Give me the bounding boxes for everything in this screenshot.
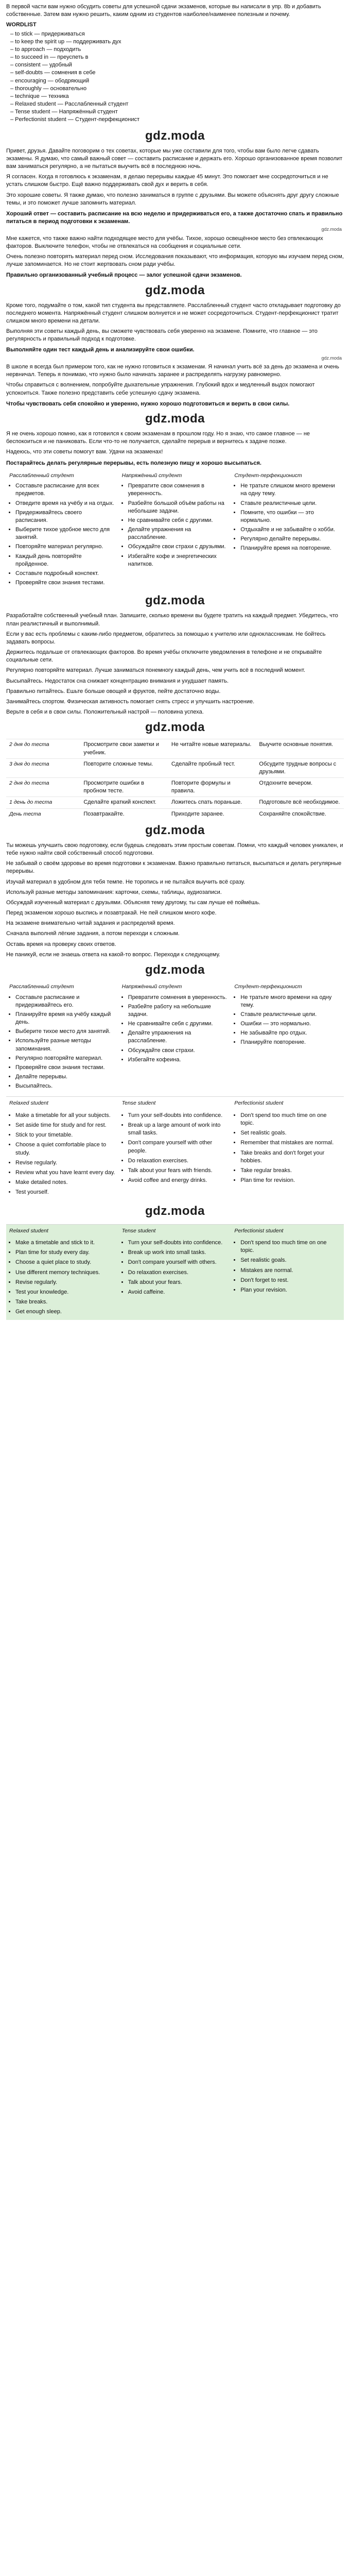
paragraph: Кроме того, подумайте о том, какой тип студента вы представляете. Расслабленный студент часто откладывает подготовку до последнего момента. Напряжённый студент слишком волнуется и не может сосредоточиться. Студент-перфекционист тратит слишком много времени на детали. — [6, 302, 341, 324]
watermark: gdz.moda — [145, 720, 205, 735]
tip-item: • Plan your revision. — [240, 1286, 341, 1294]
paragraph: Я согласен. Когда я готовлюсь к экзаменам, я делаю перерывы каждые 45 минут. Это помогает мне сосредоточиться и не устать слишком быстро. Ещё важно поддерживать свой дух и верить в себя. — [6, 174, 328, 188]
wordlist-item: – Relaxed student — Расслабленный студент — [10, 101, 129, 108]
tip-item: • Take breaks. — [15, 1298, 116, 1306]
tip-item: • Do relaxation exercises. — [128, 1269, 229, 1277]
tip-item: • Test yourself. — [15, 1189, 116, 1196]
column-header: Студент-перфекционист — [234, 472, 302, 479]
tip-item: • Обсуждайте свои страхи с друзьями. — [128, 543, 229, 551]
plan-day-label: День теста — [9, 810, 41, 817]
paragraph-group-5 — [6, 430, 344, 456]
paragraph: Занимайтесь спортом. Физическая активность помогает снять стресс и улучшить настроение. — [6, 698, 255, 705]
tip-item: • Ставьте реалистичные цели. — [240, 1011, 341, 1019]
tip-item: • Set aside time for study and for rest. — [15, 1122, 116, 1129]
tip-item: • Помните, что ошибки — это нормально. — [240, 509, 341, 524]
tip-item: • Choose a quiet place to study. — [15, 1259, 116, 1266]
tip-item: • Разбейте большой объём работы на небольшие задачи. — [128, 500, 229, 515]
tip-item: • Set realistic goals. — [240, 1129, 341, 1137]
wordlist-item: – to succeed in — преуспеть в — [10, 54, 89, 61]
paragraph: Выполняя эти советы каждый день, вы сможете чувствовать себя уверенно на экзамене. Помните, что главное — это регулярность и правильный подход к подготовке. — [6, 328, 318, 343]
paragraph: Не паникуй, если не знаешь ответа на какой-то вопрос. Переходи к следующему. — [6, 951, 220, 958]
paragraph: Разработайте собственный учебный план. Запишите, сколько времени вы будете тратить на каждый предмет. Убедитесь, что план реалистичный и выполнимый. — [6, 613, 338, 627]
tip-item: • Talk about your fears. — [128, 1279, 229, 1286]
tip-item: • Revise regularly. — [15, 1159, 116, 1167]
tip-item: • Проверяйте свои знания тестами. — [15, 579, 116, 587]
paragraph: Мне кажется, что также важно найти подходящее место для учёбы. Тихое, хорошо освещённое место без отвлекающих факторов. Выключите телефон, чтобы не отвлекаться на сообщения и социальные сети. — [6, 235, 323, 249]
wordlist-item: – to keep the spirit up — поддерживать дух — [10, 38, 121, 45]
column-cell — [231, 481, 344, 590]
tip-item: • Test your knowledge. — [15, 1289, 116, 1296]
watermark-small: gdz.moda — [321, 227, 342, 232]
tip-item: • Разбейте работу на небольшие задачи. — [128, 1003, 229, 1019]
tip-item: • Придерживайтесь своего расписания. — [15, 509, 116, 524]
paragraph: Не забывай о своём здоровье во время подготовки к экзаменам. Важно правильно питаться, высыпаться и делать регулярные перерывы. — [6, 860, 342, 875]
paragraph-group-6 — [6, 612, 344, 716]
plan-cell: Обсудите трудные вопросы с друзьями. — [259, 760, 337, 775]
tip-item: • Revise regularly. — [15, 1279, 116, 1286]
paragraph: Правильно питайтесь. Ешьте больше овощей и фруктов, пейте достаточно воды. — [6, 688, 221, 694]
tip-item: • Review what you have learnt every day. — [15, 1169, 116, 1177]
tip-item: • Составьте расписание и придерживайтесь его. — [15, 994, 116, 1009]
paragraph: Перед экзаменом хорошо выспись и позавтракай. Не пей слишком много кофе. — [6, 910, 217, 917]
tip-item: • Регулярно делайте перерывы. — [240, 535, 341, 543]
column-cell — [6, 1110, 119, 1201]
plan-cell: Выучите основные понятия. — [259, 741, 334, 748]
tip-item: • Break up a large amount of work into small tasks. — [128, 1122, 229, 1137]
tips-list — [234, 1112, 341, 1184]
wordlist-item: – to stick — придерживаться — [10, 30, 85, 37]
tip-item: • Avoid caffeine. — [128, 1289, 229, 1296]
tips-list — [9, 994, 116, 1091]
plan-row — [6, 758, 344, 777]
plan-row — [6, 797, 344, 808]
tip-item: • Talk about your fears with friends. — [128, 1167, 229, 1175]
tip-item: • Make a timetable for all your subjects. — [15, 1112, 116, 1120]
plan-cell: Не читайте новые материалы. — [171, 741, 252, 748]
column-cell — [6, 1237, 119, 1320]
tip-item: • Планируйте время на учёбу каждый день. — [15, 1011, 116, 1026]
tips-list — [122, 1239, 229, 1296]
tip-item: • Make a timetable and stick to it. — [15, 1239, 116, 1247]
watermark: gdz.moda — [145, 962, 205, 977]
tip-item: • Не забывайте про отдых. — [240, 1029, 341, 1037]
student-types-table-en — [6, 1096, 344, 1200]
paragraph-group-2 — [6, 235, 344, 269]
wordlist-item: – Tense student — Напряжённый студент — [10, 109, 118, 115]
tip-item: • Не тратьте слишком много времени на одну тему. — [240, 482, 341, 498]
column-cell — [119, 1237, 232, 1320]
intro-paragraph: В первой части вам нужно обсудить советы для успешной сдачи экзаменов, которые вы написали в упр. 8b и добавить собственные. Затем вам нужно решить, каким одним из студентов наиболее/наименее полезным и почему. — [6, 4, 321, 18]
tip-item: • Get enough sleep. — [15, 1308, 116, 1316]
section-head-3: Выполняйте один тест каждый день и анализируйте свои ошибки. — [6, 347, 195, 353]
paragraph: Я не очень хорошо помню, как я готовился к своим экзаменам в прошлом году. Но я знаю, что самое главное — не беспокоиться и не паниковать. Если что-то не получается, сделайте перерыв и вернитесь к задаче позже. — [6, 431, 310, 445]
tip-item: • Use different memory techniques. — [15, 1269, 116, 1277]
watermark: gdz.moda — [145, 128, 205, 143]
paragraph-group-7 — [6, 842, 344, 959]
watermark: gdz.moda — [145, 823, 205, 837]
paragraph: Держитесь подальше от отвлекающих факторов. Во время учёбы отключите уведомления в телефоне и не открывайте социальные сети. — [6, 649, 322, 664]
column-header: Relaxed student — [9, 1100, 48, 1107]
tip-item: • Высыпайтесь. — [15, 1082, 116, 1090]
tip-item: • Не тратьте много времени на одну тему. — [240, 994, 341, 1009]
tip-item: • Регулярно повторяйте материал. — [15, 1055, 116, 1062]
tip-item: • Turn your self-doubts into confidence. — [128, 1239, 229, 1247]
column-cell — [119, 481, 232, 590]
tip-item: • Take regular breaks. — [240, 1167, 341, 1175]
tip-item: • Take breaks and don't forget your hobbies. — [240, 1149, 341, 1165]
tip-item: • Используйте разные методы запоминания. — [15, 1037, 116, 1053]
plan-cell: Просмотрите свои заметки и учебник. — [83, 741, 159, 756]
plan-cell: Сделайте пробный тест. — [171, 760, 235, 767]
section-head-4: Чтобы чувствовать себя спокойно и уверенно, нужно хорошо подготовиться и верить в свои силы. — [6, 400, 290, 407]
plan-day-label: 3 дня до теста — [9, 760, 49, 767]
tip-item: • Не сравнивайте себя с другими. — [128, 1020, 229, 1028]
wordlist-item: – technique — техника — [10, 93, 69, 99]
section-head-5: Постарайтесь делать регулярные перерывы, есть полезную пищу и хорошо высыпаться. — [6, 460, 261, 466]
plan-day-label: 2 дня до теста — [9, 741, 49, 748]
plan-cell: Повторите сложные темы. — [83, 760, 153, 767]
tip-item: • Избегайте кофе и энергетических напитков. — [128, 553, 229, 568]
column-header: Perfectionist student — [234, 1227, 284, 1234]
tips-list — [122, 994, 229, 1064]
paragraph: Ты можешь улучшить свою подготовку, если будешь следовать этим простым советам. Помни, что каждый человек уникален, и тебе нужно найти свой собственный способ подготовки. — [6, 842, 343, 857]
wordlist — [10, 30, 344, 124]
column-header: Напряжённый студент — [121, 472, 182, 479]
tip-item: • Avoid coffee and energy drinks. — [128, 1177, 229, 1184]
tip-item: • Don't compare yourself with others. — [128, 1259, 229, 1266]
plan-cell: Позавтракайте. — [83, 810, 125, 817]
watermark: gdz.moda — [145, 1204, 205, 1218]
paragraph: Чтобы справиться с волнением, попробуйте дыхательные упражнения. Глубокий вдох и медленный выдох помогают успокоиться. Также полезно представить себе успешную сдачу экзамена. — [6, 382, 315, 396]
paragraph: Обсуждай изученный материал с друзьями. Объясняя тему другому, ты сам лучше её поймёшь. — [6, 899, 260, 906]
column-cell — [231, 1110, 344, 1201]
column-header: Расслабленный студент — [9, 472, 74, 479]
tip-item: • Делайте упражнения на расслабление. — [128, 526, 229, 541]
paragraph: В школе я всегда был примером того, как не нужно готовиться к экзаменам. Я начинал учить всё за день до экзамена и очень нервничал. Теперь я понимаю, что нужно было начинать заранее и распределять нагрузку равномерно. — [6, 364, 339, 378]
column-header: Tense student — [121, 1227, 156, 1234]
tip-item: • Составьте подробный конспект. — [15, 570, 116, 578]
tips-list — [234, 1239, 341, 1294]
plan-day-label: 1 день до теста — [9, 799, 52, 806]
paragraph: Используй разные методы запоминания: карточки, схемы, таблицы, аудиозаписи. — [6, 889, 222, 895]
paragraph: Это хорошие советы. Я также думаю, что полезно заниматься в группе с друзьями. Вы можете объяснять друг другу сложные темы, и это поможет лучше запомнить материал. — [6, 192, 339, 206]
plan-cell: Сохраняйте спокойствие. — [259, 810, 326, 817]
wordlist-item: – Perfectionist student — Студент-перфекционист — [10, 116, 139, 123]
wordlist-item: – to approach — подходить — [10, 46, 81, 53]
tip-item: • Повторяйте материал регулярно. — [15, 543, 116, 551]
tip-item: • Choose a quiet comfortable place to study. — [15, 1141, 116, 1157]
watermark: gdz.moda — [145, 411, 205, 426]
tips-list — [122, 482, 229, 568]
paragraph: Очень полезно повторять материал перед сном. Исследования показывают, что информация, которую мы изучаем перед сном, лучше запоминается. Но не стоит жертвовать сном ради учёбы. — [6, 253, 344, 268]
paragraph: Сначала выполняй лёгкие задания, а потом переходи к сложным. — [6, 930, 180, 937]
paragraph: Изучай материал в удобном для тебя темпе. Не торопись и не пытайся выучить всё сразу. — [6, 878, 246, 885]
tip-item: • Обсуждайте свои страхи. — [128, 1047, 229, 1055]
tip-item: • Выберите тихое удобное место для занятий. — [15, 526, 116, 541]
tip-item: • Do relaxation exercises. — [128, 1157, 229, 1165]
paragraph: Привет, друзья. Давайте поговорим о тех советах, которые мы уже составили для того, чтобы вам было легче сдавать экзамены. Я думаю, что самый важный совет — составить расписание и держать его. Хорошо организованное время позволит вам заниматься регулярно, а не пытаться выучить всё в последнюю ночь. — [6, 147, 343, 170]
plan-day-label: 2 дня до теста — [9, 780, 49, 787]
column-cell — [231, 1237, 344, 1320]
tip-item: • Делайте упражнения на расслабление. — [128, 1029, 229, 1045]
tip-item: • Планируйте повторение. — [240, 1039, 341, 1046]
tip-item: • Превратите свои сомнения в уверенность. — [128, 482, 229, 498]
tip-item: • Plan time for study every day. — [15, 1249, 116, 1257]
tip-item: • Не сравнивайте себя с другими. — [128, 517, 229, 524]
tips-list — [234, 482, 341, 552]
section-head-2: Правильно организованный учебный процесс — залог успешной сдачи экзаменов. — [6, 272, 242, 279]
student-types-table-en-highlighted — [6, 1224, 344, 1320]
tip-item: • Планируйте время на повторение. — [240, 545, 341, 552]
column-header: Tense student — [121, 1100, 156, 1107]
student-types-table-ru — [6, 470, 344, 590]
paragraph-group-3 — [6, 302, 344, 344]
paragraph: Верьте в себя и в свои силы. Положительный настрой — половина успеха. — [6, 709, 204, 716]
tip-item: • Don't spend too much time on one topic. — [240, 1112, 341, 1127]
plan-cell: Подготовьте всё необходимое. — [259, 799, 340, 806]
tip-item: • Каждый день повторяйте пройденное. — [15, 553, 116, 568]
tip-item: • Выберите тихое место для занятий. — [15, 1028, 116, 1036]
plan-cell: Повторите формулы и правила. — [171, 780, 231, 794]
paragraph: Высыпайтесь. Недостаток сна снижает концентрацию внимания и ухудшает память. — [6, 677, 229, 684]
tip-item: • Make detailed notes. — [15, 1179, 116, 1187]
wordlist-item: – encouraging — ободряющий — [10, 77, 90, 84]
plan-cell: Просмотрите ошибки в пробном тесте. — [83, 780, 145, 794]
tip-item: • Don't compare yourself with other people. — [128, 1139, 229, 1155]
wordlist-title: WORDLIST — [6, 22, 37, 28]
wordlist-item: – consistent — удобный — [10, 62, 72, 69]
column-cell — [6, 481, 119, 590]
tips-list — [9, 1239, 116, 1316]
column-header: Студент-перфекционист — [234, 984, 302, 990]
tip-item: • Составьте расписание для всех предметов. — [15, 482, 116, 498]
tip-item: • Отведите время на учёбу и на отдых. — [15, 500, 116, 507]
tips-list — [122, 1112, 229, 1184]
plan-row — [6, 739, 344, 758]
paragraph: Надеюсь, что эти советы помогут вам. Удачи на экзаменах! — [6, 449, 163, 455]
plan-cell: Сделайте краткий конспект. — [83, 799, 156, 806]
column-cell — [119, 1110, 232, 1201]
paragraph: На экзамене внимательно читай задания и распределяй время. — [6, 920, 175, 927]
tip-item: • Ошибки — это нормально. — [240, 1020, 341, 1028]
column-header: Напряжённый студент — [121, 984, 182, 990]
watermark-small: gdz.moda — [321, 355, 342, 361]
tip-item: • Set realistic goals. — [240, 1257, 341, 1264]
tips-list — [234, 994, 341, 1047]
revision-plan-table — [6, 739, 344, 819]
column-cell — [6, 992, 119, 1094]
tips-list — [9, 1112, 116, 1197]
column-cell — [119, 992, 232, 1094]
tip-item: • Mistakes are normal. — [240, 1267, 341, 1275]
tip-item: • Проверяйте свои знания тестами. — [15, 1064, 116, 1072]
tip-item: • Don't forget to rest. — [240, 1277, 341, 1284]
wordlist-item: – self-doubts — сомнения в себе — [10, 70, 96, 76]
tip-item: • Делайте перерывы. — [15, 1073, 116, 1081]
wordlist-item: – thoroughly — основательно — [10, 85, 87, 92]
watermark: gdz.moda — [145, 283, 205, 297]
student-types-table-ru-2 — [6, 981, 344, 1093]
paragraph: Регулярно повторяйте материал. Лучше заниматься понемногу каждый день, чем учить всё в последний момент. — [6, 667, 306, 674]
plan-row — [6, 778, 344, 797]
tip-item: • Break up work into small tasks. — [128, 1249, 229, 1257]
tip-item: • Don't spend too much time on one topic. — [240, 1239, 341, 1255]
tip-item: • Ставьте реалистичные цели. — [240, 500, 341, 507]
paragraph-group-1 — [6, 147, 344, 207]
plan-cell: Ложитесь спать пораньше. — [171, 799, 242, 806]
plan-cell: Приходите заранее. — [171, 810, 224, 817]
tip-item: • Избегайте кофеина. — [128, 1056, 229, 1064]
paragraph: Оставь время на проверку своих ответов. — [6, 941, 116, 947]
column-header: Perfectionist student — [234, 1100, 284, 1107]
column-cell — [231, 992, 344, 1094]
paragraph: Если у вас есть проблемы с каким-либо предметом, обратитесь за помощью к учителю или одноклассникам. Не бойтесь задавать вопросы. — [6, 631, 326, 645]
tip-item: • Plan time for revision. — [240, 1177, 341, 1184]
tip-item: • Stick to your timetable. — [15, 1131, 116, 1139]
tip-item: • Remember that mistakes are normal. — [240, 1139, 341, 1147]
plan-cell: Отдохните вечером. — [259, 780, 313, 787]
paragraph-group-4 — [6, 363, 344, 397]
column-header: Расслабленный студент — [9, 984, 74, 990]
tip-item: • Turn your self-doubts into confidence. — [128, 1112, 229, 1120]
tip-item: • Превратите сомнения в уверенность. — [128, 994, 229, 1002]
plan-row — [6, 808, 344, 820]
tips-list — [9, 482, 116, 587]
column-header: Relaxed student — [9, 1227, 48, 1234]
tip-item: • Отдыхайте и не забывайте о хобби. — [240, 526, 341, 534]
watermark: gdz.moda — [145, 594, 205, 608]
section-head-1: Хороший ответ — составить расписание на всю неделю и придерживаться его, а также достаточно спать и правильно питаться в период подготовки к экзаменам. — [6, 210, 343, 225]
